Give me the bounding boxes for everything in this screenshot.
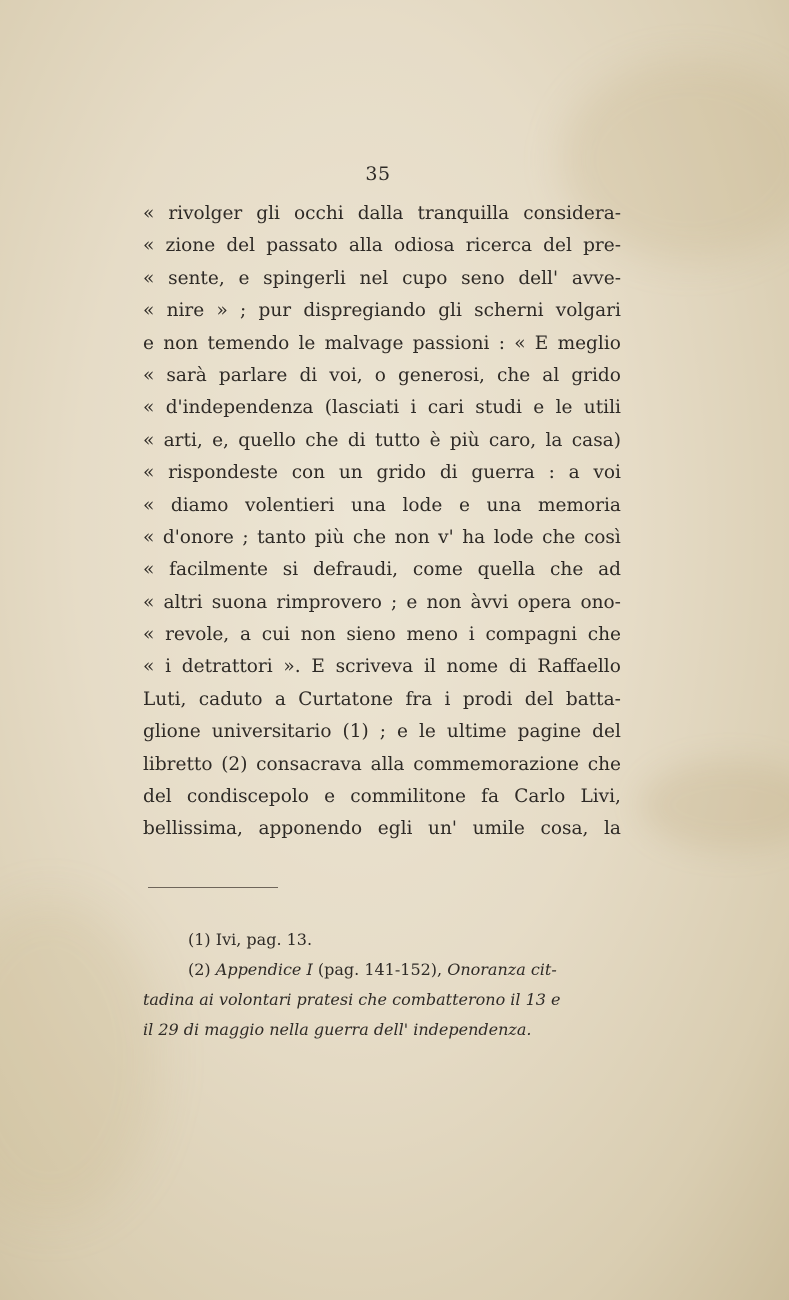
body-text [143,198,621,846]
footnotes [143,925,623,1045]
word: di [508,656,527,678]
word: odiosa [393,235,455,257]
word: e [324,786,336,808]
paper-stain [0,900,160,1220]
word: del [543,235,572,257]
word: bellissima, [143,818,243,840]
word: Raffaello [537,656,621,678]
word: E [534,332,549,354]
word: glione [143,721,201,743]
text-line [143,230,621,262]
word: altri [163,591,203,613]
word: cupo [402,267,448,289]
word: alla [348,235,383,257]
word: Livi, [580,786,621,808]
word: come [412,559,463,581]
word: le [419,721,436,743]
text-line [143,619,621,651]
word: una [351,494,386,516]
footnote-2-line-3: il 29 di maggio nella guerra dell' independenza. [143,1020,532,1039]
word: che [352,526,387,548]
word: arti, [163,429,203,451]
word: consacrava [256,753,362,775]
word: cui [261,624,290,646]
word: rispondeste [168,462,278,484]
text-line [143,716,621,748]
word: le [298,332,316,354]
word: memoria [537,494,621,516]
word: opera [517,591,572,613]
word: avve- [571,267,621,289]
word: facilmente [169,559,268,581]
word: di [299,364,318,386]
word: ono- [580,591,621,613]
word: « [143,656,155,678]
word: sarà [166,364,207,386]
word: volgari [555,300,621,322]
word: e, [212,429,229,451]
word: le [555,397,573,419]
word: al [542,364,560,386]
word: Curtatone [298,688,394,710]
word: : [498,332,505,354]
word: generosi, [397,364,485,386]
word: spingerli [263,267,346,289]
word: « [143,624,155,646]
word: « [143,526,155,548]
text-line [143,295,621,327]
word: così [583,526,621,548]
word: e [533,397,545,419]
word: guerra [471,462,535,484]
word: caduto [198,688,263,710]
word: « [143,364,155,386]
word: nel [359,267,389,289]
word: si [282,559,299,581]
word: e [143,332,154,354]
word: utili [583,397,621,419]
word: « [143,203,155,224]
word: batta- [565,688,621,710]
word: ; [242,526,249,548]
word: « [143,559,155,581]
word: v' [438,526,454,548]
word: con [291,462,326,484]
word: a [274,688,286,710]
footnote-title: Appendice I [215,960,313,979]
word: libretto [143,753,213,775]
text-line [143,490,621,522]
word: fra [405,688,433,710]
word: grido [571,364,621,386]
word: commilitone [350,786,466,808]
word: suona [211,591,268,613]
word: a [568,462,580,484]
word: che [587,753,621,775]
word: nire [166,300,205,322]
footnote-text: Onoranza cit- [447,960,557,979]
word: di [347,429,366,451]
word: ha [462,526,486,548]
word: ; [379,721,386,743]
text-line [143,651,621,683]
word: egli [377,818,413,840]
word: la [545,429,563,451]
word: cari [427,397,464,419]
word: a [239,624,251,646]
word: pre- [583,235,621,257]
word: che [587,624,621,646]
word: commemorazione [413,753,579,775]
word: più [314,526,345,548]
word: (lasciati [324,397,400,419]
word: « [143,429,155,451]
word: sieno [346,624,396,646]
word: rivolger [168,203,243,224]
word: quello [238,429,296,451]
text-line [143,749,621,781]
word: tranquilla [417,203,510,224]
text-line [143,781,621,813]
word: apponendo [258,818,363,840]
word: che [496,364,531,386]
word: d'onore [162,526,234,548]
word: alla [370,753,405,775]
word: e [458,494,470,516]
word: » [216,300,228,322]
word: temendo [207,332,290,354]
word: passioni [412,332,490,354]
word: i [410,397,417,419]
word: àvvi [470,591,509,613]
word: e [238,267,250,289]
word: umile [472,818,525,840]
word: « [514,332,526,354]
word: dispregiando [303,300,426,322]
word: occhi [293,203,344,224]
word: grido [376,462,427,484]
text-line [143,392,621,424]
word: i [165,656,172,678]
text-line [143,425,621,457]
word: prodi [462,688,513,710]
word: pagine [517,721,582,743]
word: condiscepolo [186,786,309,808]
text-line [143,198,621,230]
word: quella [477,559,536,581]
word: gli [438,300,462,322]
word: malvage [324,332,404,354]
footnote-2 [143,955,623,985]
word: voi [593,462,621,484]
footnote-2-line-2: tadina ai volontari pratesi che combatterono il 13 e [143,990,561,1009]
word: scriveva [335,656,414,678]
word: ; [240,300,247,322]
word: ad [598,559,621,581]
word: Luti, [143,688,187,710]
footnote-marker: (2) [188,960,211,979]
word: defraudi, [313,559,399,581]
word: voi, [329,364,363,386]
word: pur [258,300,292,322]
word: che [550,559,584,581]
paper-stain [640,760,789,850]
word: (1) [342,721,369,743]
word: ». [283,656,301,678]
footnote-marker: (1) [188,930,211,949]
word: la [603,818,621,840]
word: meglio [557,332,621,354]
word: dalla [357,203,404,224]
footnote-divider [148,887,278,888]
word: passato [266,235,338,257]
text-line [143,522,621,554]
word: un [338,462,363,484]
word: sente, [168,267,225,289]
word: Carlo [514,786,566,808]
word: compagni [485,624,578,646]
word: considera- [523,203,621,224]
word: nome [446,656,499,678]
word: caro, [488,429,537,451]
text-line [143,587,621,619]
word: che [542,526,576,548]
word: più [449,429,480,451]
word: e [406,591,418,613]
word: il [423,656,436,678]
footnote-pages: (pag. 141-152), [317,960,443,979]
word: « [143,235,155,257]
word: volentieri [245,494,335,516]
word: (2) [221,753,248,775]
word: di [439,462,458,484]
word: ricerca [465,235,532,257]
word: universitario [211,721,332,743]
word: revole, [165,624,230,646]
word: diamo [170,494,229,516]
word: ultime [446,721,507,743]
word: è [429,429,441,451]
text-line [143,360,621,392]
word: rimprovero [276,591,382,613]
text-line [143,457,621,489]
text-line [143,684,621,716]
word: non [163,332,199,354]
word: del [226,235,256,257]
word: del [592,721,621,743]
word: scherni [474,300,544,322]
word: e [397,721,408,743]
word: d'independenza [165,397,314,419]
footnote-1 [143,925,623,955]
word: non [426,591,462,613]
word: « [143,300,155,322]
word: tutto [374,429,421,451]
word: seno [461,267,505,289]
word: E [311,656,325,678]
word: che [305,429,339,451]
word: i [468,624,475,646]
word: detrattori [181,656,273,678]
word: o [374,364,386,386]
word: lode [402,494,443,516]
word: « [143,462,155,484]
word: « [143,397,155,419]
text-line [143,554,621,586]
word: del [524,688,554,710]
word: non [300,624,336,646]
word: parlare [218,364,288,386]
text-line [143,813,621,845]
word: « [143,267,155,289]
word: dell' [518,267,559,289]
word: gli [256,203,280,224]
word: studi [475,397,522,419]
text-line [143,263,621,295]
word: ; [391,591,398,613]
word: casa) [571,429,621,451]
footnote-text: Ivi, pag. 13. [215,930,313,949]
word: fa [481,786,500,808]
word: lode [493,526,534,548]
word: meno [406,624,459,646]
word: non [394,526,430,548]
word: « [143,494,155,516]
word: una [486,494,522,516]
word: i [444,688,451,710]
word: zione [165,235,216,257]
word: : [548,462,555,484]
page-number: 35 [365,163,391,185]
text-line [143,328,621,360]
word: « [143,591,155,613]
word: cosa, [540,818,589,840]
word: del [143,786,172,808]
word: un' [428,818,457,840]
word: tanto [257,526,307,548]
